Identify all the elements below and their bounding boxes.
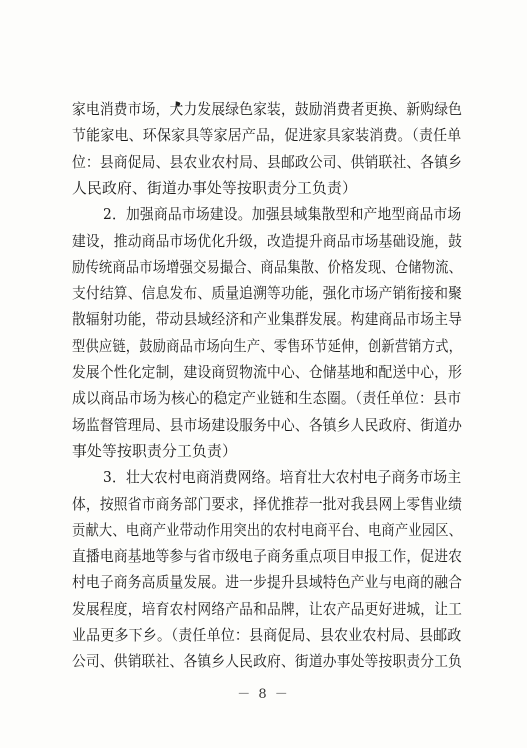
text-line: 位：县商促局、县农业农村局、县邮政公司、供销联社、各镇乡	[72, 153, 463, 171]
text-line: 支付结算、信息发布、质量追溯等功能，强化市场产销衔接和聚	[72, 285, 463, 303]
section-heading-2: 2．加强商品市场建设。加强县域集散型和产地型商品市场	[103, 206, 462, 224]
text-line: 建设，推动商品市场优化升级，改造提升商品市场基础设施，鼓	[72, 232, 463, 250]
section-heading-3: 3．壮大农村电商消费网络。培育壮大农村电子商务市场主	[103, 469, 462, 487]
text-line: 节能家电、环保家具等家居产品，促进家具家装消费。（责任单	[72, 127, 462, 145]
page-number: － 8 －	[237, 686, 290, 702]
text-line: 场监督管理局、县市场建设服务中心、各镇乡人民政府、街道办	[72, 416, 463, 434]
text-line: 业品更多下乡。（责任单位：县商促局、县农业农村局、县邮政	[72, 627, 462, 644]
text-line: 散辐射功能，带动县域经济和产业集群发展。构建商品市场主导	[72, 311, 463, 329]
text-line: 事处等按职责分工负责）	[72, 442, 237, 460]
text-line: 贡献大、电商产业带动作用突出的农村电商平台、电商产业园区、	[72, 521, 463, 539]
text-line: 成以商品市场为核心的稳定产业链和生态圈。（责任单位：县市	[72, 390, 462, 408]
text-line: 村电子商务高质量发展。进一步提升县域特色产业与电商的融合	[72, 574, 463, 592]
text-line: 直播电商基地等参与省市级电子商务重点项目申报工作，促进农	[72, 548, 463, 566]
text-line: 人民政府、街道办事处等按职责分工负责）	[72, 179, 357, 197]
text-line: 公司、供销联社、各镇乡人民政府、街道办事处等按职责分工负	[72, 653, 463, 671]
text-line: 励传统商品市场增强交易撮合、商品集散、价格发现、仓储物流、	[72, 258, 463, 276]
text-line: 发展个性化定制，建设商贸物流中心、仓储基地和配送中心，形	[72, 364, 463, 381]
text-line: 型供应链，鼓励商品市场向生产、零售环节延伸，创新营销方式，	[72, 337, 463, 355]
text-line: 发展程度，培育农村网络产品和品牌，让农产品更好进城，让工	[72, 600, 463, 618]
text-line: 家电消费市场，大力发展绿色家装，鼓励消费者更换、新购绿色	[72, 101, 463, 118]
text-line: 体，按照省市商务部门要求，择优推荐一批对我县网上零售业绩	[72, 495, 463, 513]
